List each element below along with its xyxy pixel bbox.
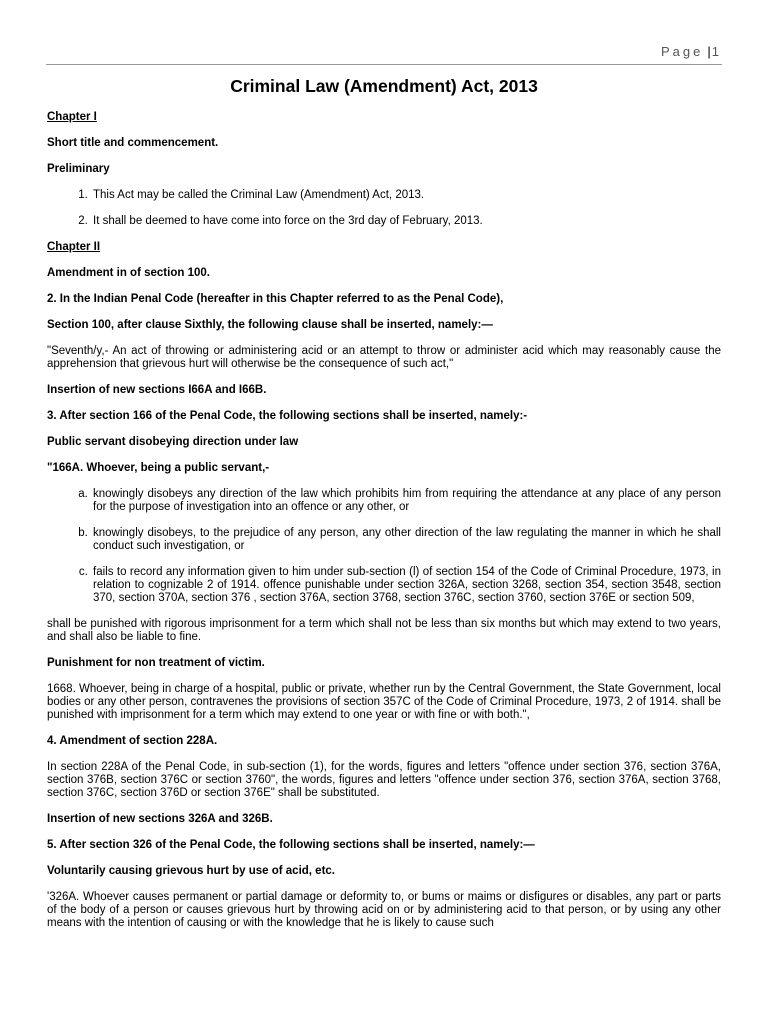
section-326a-paragraph: '326A. Whoever causes permanent or partial damage or deformity to, or bums or maims or disfigures or disables, any part or parts of the body of a person or causes grievous hurt by throwing acid on or by administering acid to that person, or by using any other means with the intention of causing or with the knowledge that he is likely to cause such [47, 891, 721, 929]
list-item: b. knowingly disobeys, to the prejudice of any person, any other direction of the law regulating the manner in which he shall conduct such investigation, or [91, 527, 721, 553]
after-326-paragraph: 5. After section 326 of the Penal Code, the following sections shall be inserted, namely:— [47, 839, 535, 851]
list-item: c. fails to record any information given to him under sub-section (l) of section 154 of the Code of Criminal Procedure, 1973, in relation to cognizable 2 of 1914. offence punishable under section 326A, section 3268, section 354, section 3548, section 370, section 370A, section 376 , section 376A, section 3768, section 376C, section 3760, section 376E or section 509, [91, 566, 721, 605]
page-header [661, 44, 722, 59]
section-166b-paragraph: 1668. Whoever, being in charge of a hospital, public or private, whether run by the Central Government, the State Government, local bodies or any other person, contravenes the provisions of section 357C of the Code of Criminal Procedure, 1973, 2 of 1914. shall be punished with imprisonment for a term which may extend to one year or with fine or with both.", [47, 683, 721, 721]
public-servant-heading: Public servant disobeying direction under law [47, 436, 299, 448]
insertion-166-heading: Insertion of new sections I66A and I66B. [47, 384, 267, 396]
ipc-paragraph: 2. In the Indian Penal Code (hereafter in this Chapter referred to as the Penal Code), [47, 293, 504, 305]
document-title: Criminal Law (Amendment) Act, 2013 [230, 76, 538, 96]
chapter-2-heading: Chapter II [47, 241, 101, 253]
list-item: a. knowingly disobeys any direction of the law which prohibits him from requiring the attendance at any place of any person for the purpose of investigation into an offence or any other, or [91, 488, 721, 514]
list-item: 2. It shall be deemed to have come into force on the 3rd day of February, 2013. [91, 215, 721, 228]
page-number: 1 [711, 44, 722, 59]
preliminary-heading: Preliminary [47, 163, 110, 175]
preliminary-list [47, 189, 721, 228]
page-label: Page [661, 44, 704, 59]
amendment-100-heading: Amendment in of section 100. [47, 267, 210, 279]
punishment-paragraph: shall be punished with rigorous imprisonment for a term which shall not be less than six months but which may extend to two years, and shall also be liable to fine. [47, 618, 721, 643]
non-treatment-heading: Punishment for non treatment of victim. [47, 657, 265, 669]
acid-hurt-heading: Voluntarily causing grievous hurt by use of acid, etc. [47, 865, 335, 877]
document-body [47, 76, 721, 943]
page-number-separator: | [707, 44, 712, 59]
section-166a-clauses [47, 488, 721, 605]
after-166-paragraph: 3. After section 166 of the Penal Code, the following sections shall be inserted, namely:- [47, 410, 528, 422]
amendment-228a-heading: 4. Amendment of section 228A. [47, 735, 218, 747]
header-divider [46, 64, 722, 65]
section-228a-paragraph: In section 228A of the Penal Code, in sub-section (1), for the words, figures and letters "offence under section 376, section 376A, section 376B, section 376C or section 3760", the words, figures and letters "offence under section 376, section 376A, section 3768, section 376C, section 376D or section 376E" shall be substituted. [47, 761, 721, 799]
insertion-326-heading: Insertion of new sections 326A and 326B. [47, 813, 273, 825]
section-100-paragraph: Section 100, after clause Sixthly, the following clause shall be inserted, namely:— [47, 319, 493, 331]
section-166a-intro: "166A. Whoever, being a public servant,- [47, 462, 270, 474]
short-title-heading: Short title and commencement. [47, 137, 219, 149]
list-item: 1. This Act may be called the Criminal Law (Amendment) Act, 2013. [91, 189, 721, 202]
chapter-1-heading: Chapter I [47, 111, 97, 123]
seventhly-paragraph: "Seventh/y,- An act of throwing or administering acid or an attempt to throw or administer acid which may reasonably cause the apprehension that grievous hurt will otherwise be the consequence of such act," [47, 345, 721, 370]
